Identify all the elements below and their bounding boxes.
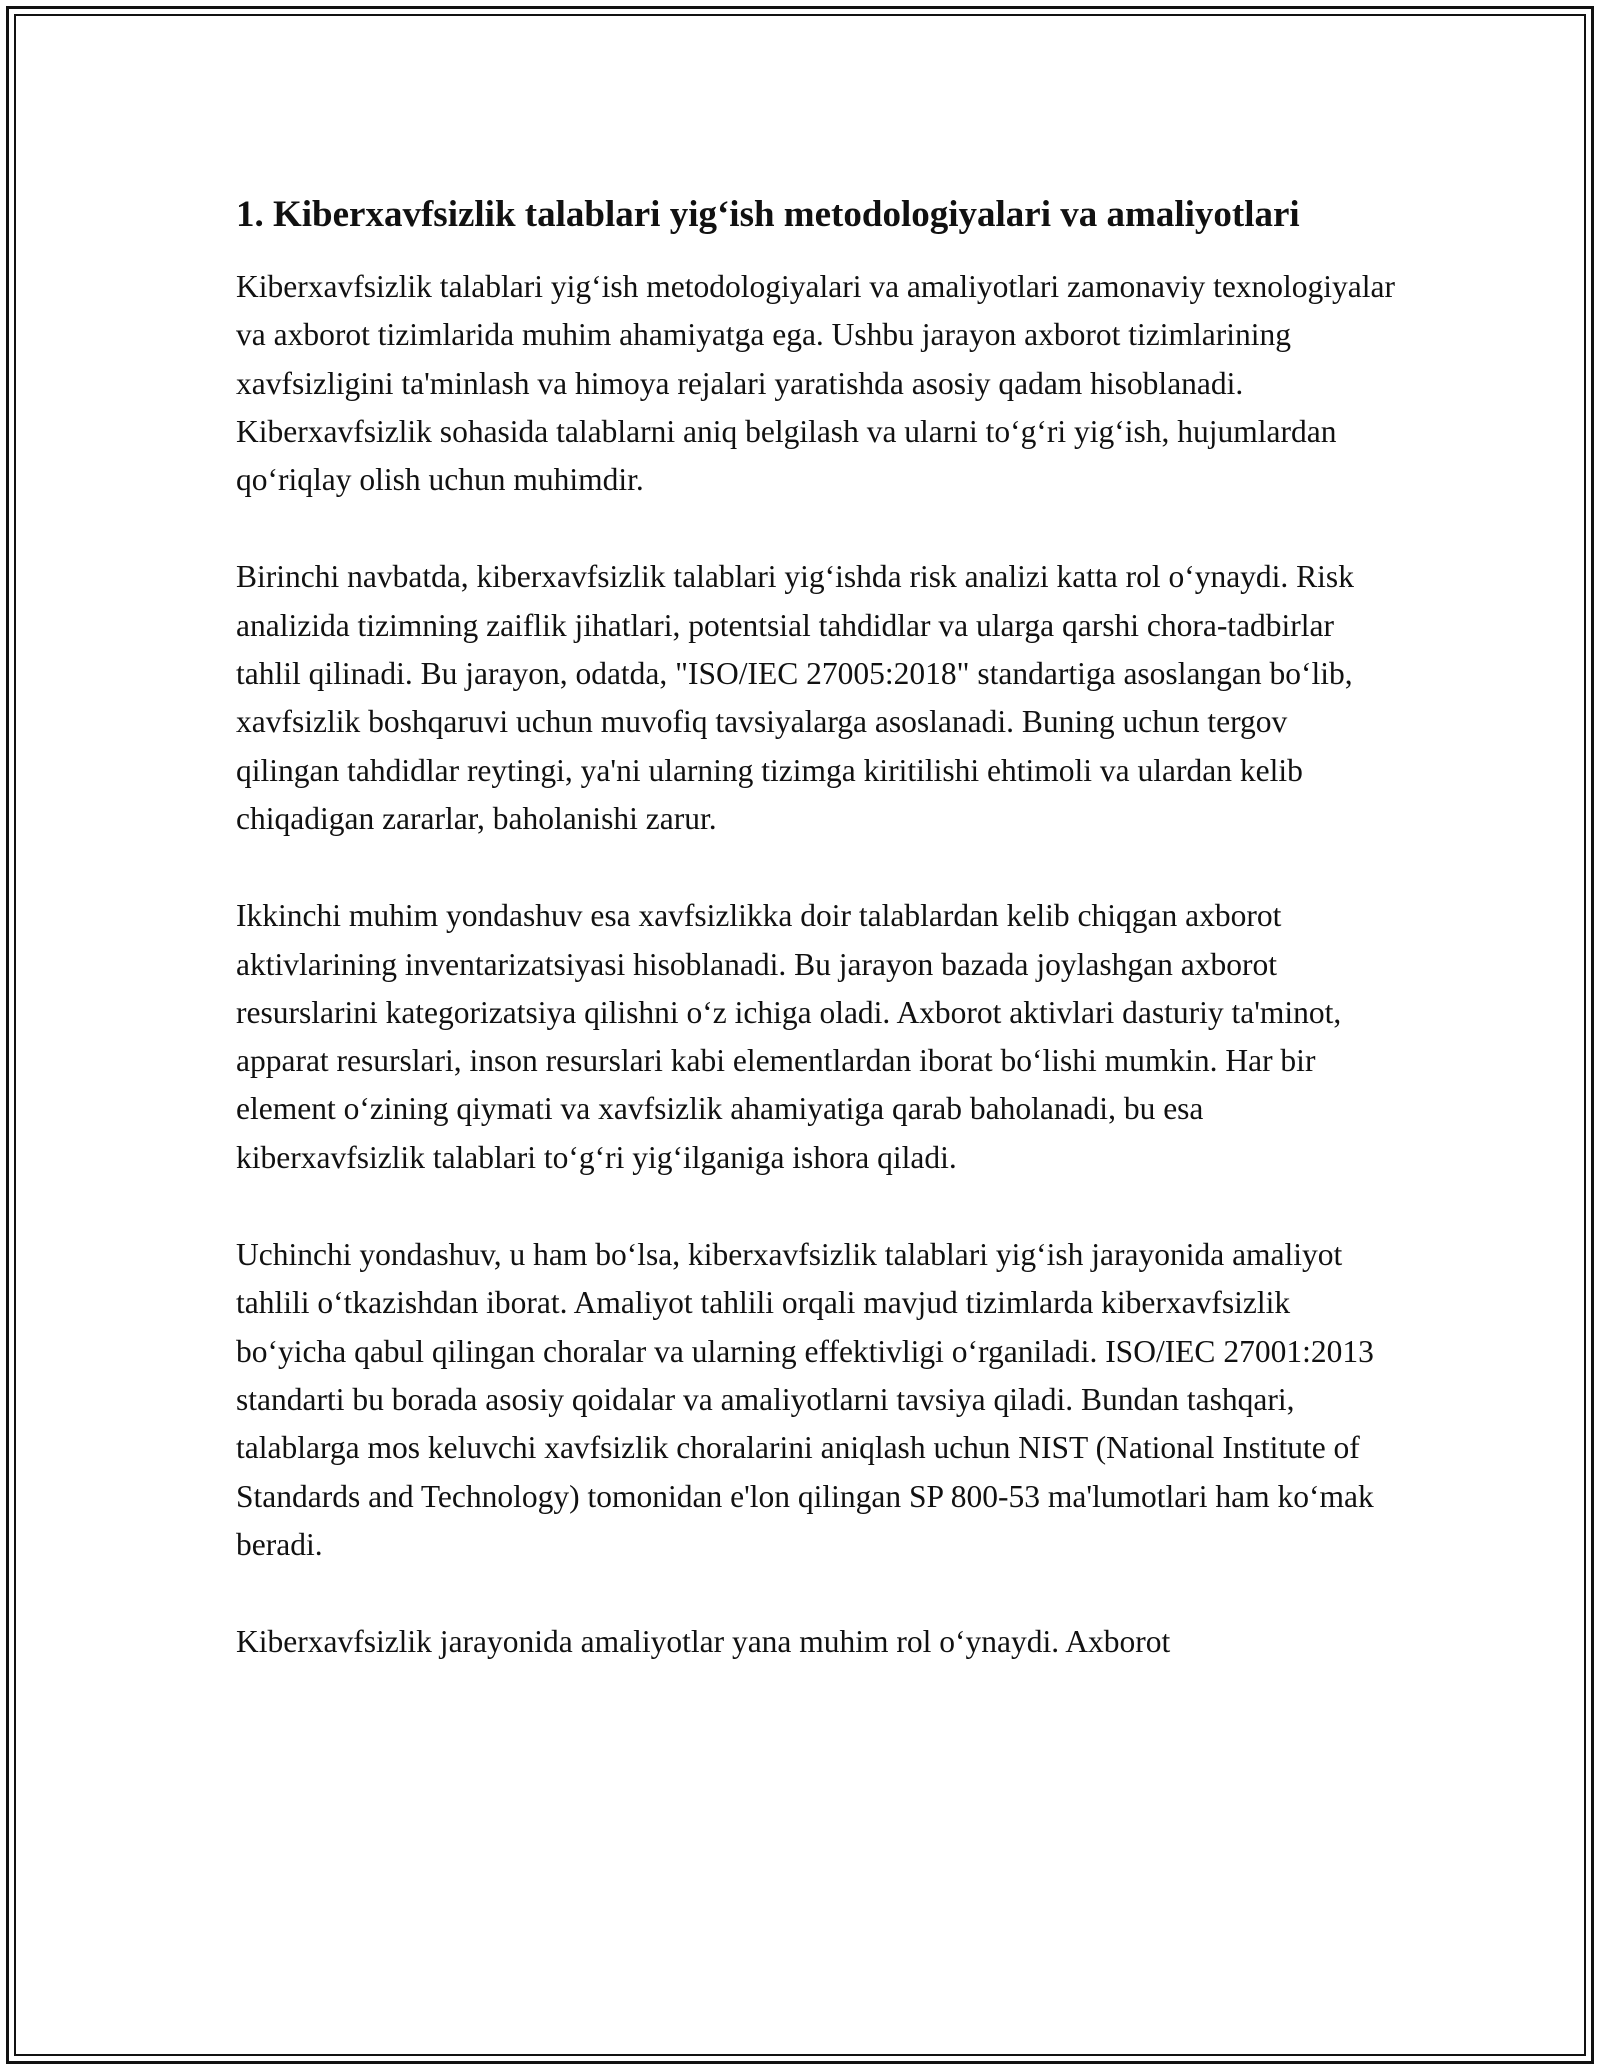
paragraph-risk-analysis: Birinchi navbatda, kiberxavfsizlik talablari yig‘ishda risk analizi katta rol o‘ynaydi. Risk analizida tizimning zaiflik jihatlari, potentsial tahdidlar va ularga qarshi chora-tadbirlar tahlil qilinadi. Bu jarayon, odatda, "ISO/IEC 27005:2018" standartiga asoslangan bo‘lib, xavfsizlik boshqaruvi uchun muvofiq tavsiyalarga asoslanadi. Buning uchun tergov qilingan tahdidlar reytingi, ya'ni ularning tizimga kiritilishi ehtimoli va ulardan kelib chiqadigan zararlar, baholanishi zarur. [236,559,1354,836]
paragraph-intro: Kiberxavfsizlik talablari yig‘ish metodologiyalari va amaliyotlari zamonaviy texnologiyalar va axborot tizimlarida muhim ahamiyatga ega. Ushbu jarayon axborot tizimlarining xavfsizligini ta'minlash va himoya rejalari yaratishda asosiy qadam hisoblanadi. Kiberxavfsizlik sohasida talablarni aniq belgilash va ularni to‘g‘ri yig‘ish, hujumlardan qo‘riqlay olish uchun muhimdir. [236,269,1396,498]
document-body [236,187,1396,1715]
section-heading: 1. Kiberxavfsizlik talablari yig‘ish metodologiyalari va amaliyotlari [236,194,1300,235]
paragraph-asset-inventory: Ikkinchi muhim yondashuv esa xavfsizlikka doir talablardan kelib chiqgan axborot aktivlarining inventarizatsiyasi hisoblanadi. Bu jarayon bazada joylashgan axborot resurslarini kategorizatsiya qilishni o‘z ichiga oladi. Axborot aktivlari dasturiy ta'minot, apparat resurslari, inson resurslari kabi elementlardan iborat bo‘lishi mumkin. Har bir element o‘zining qiymati va xavfsizlik ahamiyatiga qarab baholanadi, bu esa kiberxavfsizlik talablari to‘g‘ri yig‘ilganiga ishora qiladi. [236,898,1342,1175]
paragraph-practices: Kiberxavfsizlik jarayonida amaliyotlar yana muhim rol o‘ynaydi. Axborot [236,1624,1171,1660]
paragraph-practice-analysis: Uchinchi yondashuv, u ham bo‘lsa, kiberxavfsizlik talablari yig‘ish jarayonida amaliyot tahlili o‘tkazishdan iborat. Amaliyot tahlili orqali mavjud tizimlarda kiberxavfsizlik bo‘yicha qabul qilingan choralar va ularning effektivligi o‘rganiladi. ISO/IEC 27001:2013 standarti bu borada asosiy qoidalar va amaliyotlarni tavsiya qiladi. Bundan tashqari, talablarga mos keluvchi xavfsizlik choralarini aniqlash uchun NIST (National Institute of Standards and Technology) tomonidan e'lon qilingan SP 800-53 ma'lumotlari ham ko‘mak beradi. [236,1237,1374,1562]
